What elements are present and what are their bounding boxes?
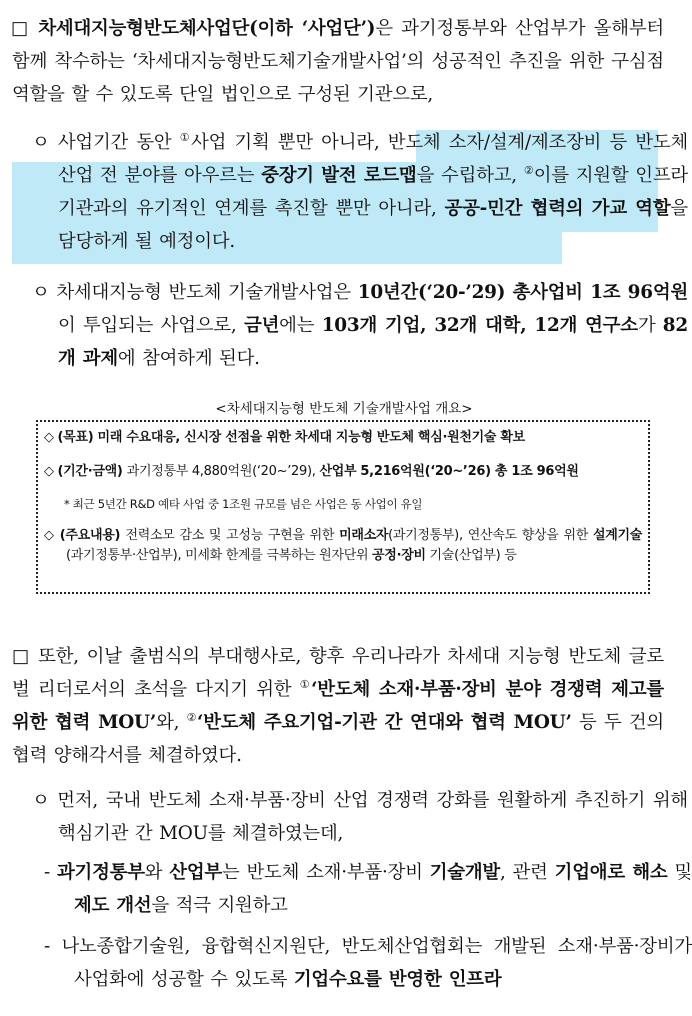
bold-text: 82개 과제 (58, 315, 688, 369)
paragraph-text: 먼저, 국내 반도체 소재·부품·장비 산업 경쟁력 강화를 원활하게 추진하기 위해 핵심기관 간 MOU를 체결하였는데, (57, 790, 688, 844)
bold-text: 차세대지능형반도체사업단(이하 ‘사업단’) (38, 18, 376, 39)
summary-footnote: * 최근 5년간 R&D 예타 사업 중 1조원 규모를 넘은 사업은 동 사업이 유일 (64, 497, 423, 511)
paragraph-5 (32, 784, 688, 850)
diamond-bullet: ◇ (44, 528, 60, 543)
bold-text: ‘반도체 소재·부품·장비 분야 경쟁력 제고를 위한 협력 MOU’ (12, 679, 664, 733)
paragraph-3 (32, 276, 688, 375)
paragraph-text: 을 수립하고, (416, 165, 524, 186)
paragraph-text: 에 참여하게 된다. (117, 348, 260, 369)
circle-bullet: ㅇ (32, 282, 57, 303)
bold-text: 중장기 발전 로드맵 (261, 165, 417, 186)
bold-text: (목표) 미래 수요대응, 신시장 선점을 위한 차세대 지능형 반도체 핵심·원천기술 확보 (57, 430, 525, 445)
diamond-bullet: ◇ (44, 430, 58, 445)
paragraph-text: 차세대지능형 반도체 기술개발사업은 (56, 282, 358, 303)
bold-text: 산업부 5,216억원(‘20~’26) 총 1조 96억원 (319, 464, 579, 479)
paragraph-text: 또한, 이날 출범식의 부대행사로, 향후 우리나라가 차세대 지능형 반도체 글로벌 리더로서의 초석을 다지기 위한 (12, 646, 664, 700)
paragraph-7 (44, 930, 692, 996)
diamond-bullet: ◇ (44, 464, 58, 479)
bold-text: 금년 (244, 315, 280, 336)
bold-text: 미래소자 (339, 528, 389, 543)
summary-goal (44, 428, 642, 448)
paragraph-text: 및 (667, 862, 692, 883)
paragraph-text: 사업기간 동안 (57, 132, 180, 153)
summary-text: 전력소모 감소 및 고성능 구현을 위한 (125, 528, 340, 543)
paragraph-1 (12, 12, 664, 111)
paragraph-text: 이를 지원할 인프라 기관과의 유기적인 연계를 촉진할 뿐만 아니라, (58, 165, 688, 219)
bold-text: 공공-민간 협력의 가교 역할 (444, 198, 671, 219)
bold-text: 설계기술 (592, 528, 642, 543)
bold-text: 기업수요를 반영한 인프라 (293, 969, 502, 990)
circled-number-2: ② (523, 164, 534, 177)
bold-text: 제도 개선 (74, 895, 152, 916)
paragraph-6 (44, 856, 692, 922)
bold-text: 과기정통부 (56, 862, 145, 883)
bold-text: (기간·금액) (57, 464, 127, 479)
paragraph-text: 가 (637, 315, 663, 336)
paragraph-text: 을 담당하게 될 예정이다. (58, 198, 688, 252)
bold-text: 103개 기업, 32개 대학, 12개 연구소 (321, 315, 638, 336)
paragraph-text: 나노종합기술원, 융합혁신지원단, 반도체산업협회는 개발된 소재·부품·장비가 사업화에 성공할 수 있도록 (61, 936, 692, 990)
dash-bullet: - (44, 936, 62, 957)
circled-number-1: ① (179, 131, 192, 144)
bold-text: ‘반도체 주요기업-기관 간 연대와 협력 MOU’ (197, 712, 572, 733)
paragraph-text: 사업 기획 뿐만 아니라, 반도체 소자/설계/제조장비 등 반도체 산업 전 분야를 아우르는 (58, 132, 688, 186)
bold-text: 기업애로 해소 (554, 862, 668, 883)
paragraph-text: 는 반도체 소재·부품·장비 (221, 862, 430, 883)
circled-number-1: ① (299, 678, 312, 691)
paragraph-text: 와, (156, 712, 187, 733)
summary-text: (과기정통부), 연산속도 향상을 위한 (388, 528, 593, 543)
paragraph-text: 을 적극 지원하고 (151, 895, 288, 916)
bold-text: (주요내용) (59, 528, 126, 543)
paragraph-2 (32, 126, 688, 258)
bold-text: 기술개발 (429, 862, 500, 883)
summary-box-title: <차세대지능형 반도체 기술개발사업 개요> (215, 401, 473, 417)
dash-bullet: - (44, 862, 57, 883)
paragraph-text: , 관련 (499, 862, 555, 883)
circle-bullet: ㅇ (32, 790, 58, 811)
paragraph-text: 에는 (279, 315, 322, 336)
square-bullet: □ (11, 18, 39, 39)
summary-contents (44, 526, 642, 566)
circled-number-2: ② (186, 711, 198, 724)
bold-text: 10년간(‘20-’29) 총사업비 1조 96억원 (357, 282, 689, 303)
summary-text: (과기정통부·산업부), 미세화 한계를 극복하는 원자단위 (66, 548, 373, 563)
summary-box (36, 420, 650, 594)
paragraph-text: 이 투입되는 사업으로, (58, 315, 244, 336)
square-bullet: □ (12, 646, 39, 667)
bold-text: 산업부 (169, 862, 222, 883)
summary-text: 과기정통부 4,880억원(‘20~’29), (126, 464, 320, 479)
circle-bullet: ㅇ (32, 132, 58, 153)
summary-period-budget (44, 462, 642, 482)
paragraph-text: 등 두 건의 협력 양해각서를 체결하였다. (12, 712, 664, 766)
summary-text: 기술(산업부) 등 (425, 548, 517, 563)
paragraph-text: 은 과기정통부와 산업부가 올해부터 함께 착수하는 ‘차세대지능형반도체기술개발사업’의 성공적인 추진을 위한 구심점 역할을 할 수 있도록 단일 법인으로 구성된 기관으로, (12, 18, 664, 105)
paragraph-4 (12, 640, 664, 772)
paragraph-text: 와 (144, 862, 170, 883)
bold-text: 공정·장비 (372, 548, 426, 563)
